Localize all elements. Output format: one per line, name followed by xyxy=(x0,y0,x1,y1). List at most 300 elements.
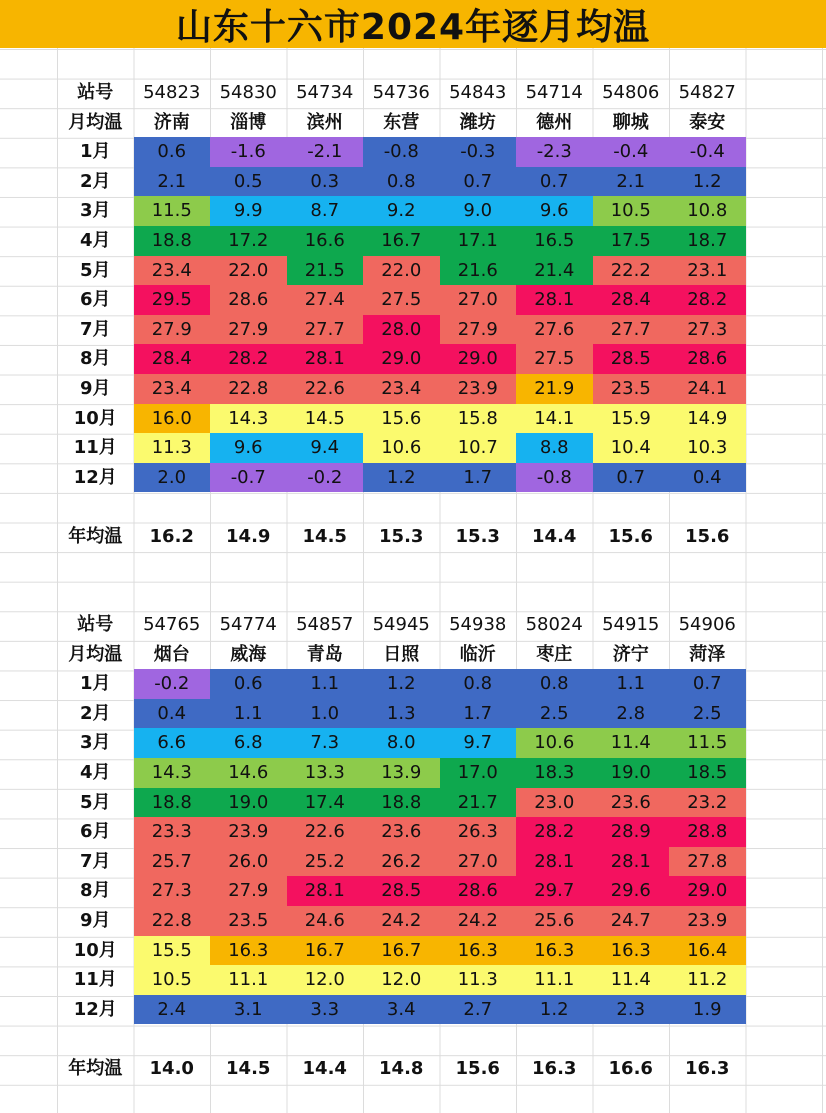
city-name-cell[interactable]: 淄博 xyxy=(230,111,267,133)
temperature-cell[interactable]: -0.2 xyxy=(287,463,364,493)
temperature-cell[interactable]: 28.6 xyxy=(210,285,287,315)
temperature-cell[interactable]: 11.4 xyxy=(593,728,670,758)
temperature-cell[interactable]: 14.3 xyxy=(210,404,287,434)
temperature-cell[interactable]: 23.2 xyxy=(669,788,746,818)
temperature-cell[interactable]: 9.0 xyxy=(440,196,517,226)
row-label-station[interactable]: 站号 xyxy=(77,614,114,635)
temperature-cell[interactable]: -0.3 xyxy=(440,137,517,167)
temperature-cell[interactable]: 9.6 xyxy=(516,196,593,226)
station-code-cell[interactable]: 58024 xyxy=(525,614,583,635)
city-name-cell[interactable]: 济南 xyxy=(153,111,190,133)
temperature-cell[interactable]: 1.1 xyxy=(287,669,364,699)
temperature-cell[interactable]: 8.0 xyxy=(363,728,440,758)
temperature-cell[interactable]: 16.7 xyxy=(287,936,364,966)
temperature-cell[interactable]: 22.6 xyxy=(287,374,364,404)
temperature-cell[interactable]: 2.4 xyxy=(134,995,211,1025)
station-code-cell[interactable]: 54765 xyxy=(143,614,201,635)
temperature-cell[interactable]: 8.7 xyxy=(287,196,364,226)
temperature-cell[interactable]: 17.2 xyxy=(210,226,287,256)
city-name-cell[interactable]: 枣庄 xyxy=(536,643,573,665)
city-name-cell[interactable]: 临沂 xyxy=(459,643,496,665)
temperature-cell[interactable]: 27.3 xyxy=(669,315,746,345)
month-label[interactable]: 11月 xyxy=(73,969,117,991)
temperature-cell[interactable]: 0.7 xyxy=(440,167,517,197)
temperature-cell[interactable]: 9.7 xyxy=(440,728,517,758)
temperature-cell[interactable]: 16.7 xyxy=(363,936,440,966)
temperature-cell[interactable]: 21.7 xyxy=(440,788,517,818)
temperature-cell[interactable]: 27.7 xyxy=(287,315,364,345)
temperature-cell[interactable]: 23.6 xyxy=(593,788,670,818)
temperature-cell[interactable]: 27.9 xyxy=(210,315,287,345)
annual-avg-cell[interactable]: 16.2 xyxy=(149,525,194,547)
annual-avg-cell[interactable]: 15.3 xyxy=(455,525,500,547)
empty-cell[interactable] xyxy=(210,492,287,522)
temperature-cell[interactable]: 19.0 xyxy=(210,788,287,818)
temperature-cell[interactable]: 28.2 xyxy=(516,817,593,847)
temperature-cell[interactable]: 29.0 xyxy=(363,344,440,374)
station-code-cell[interactable]: 54945 xyxy=(372,614,430,635)
temperature-cell[interactable]: 27.9 xyxy=(134,315,211,345)
month-row xyxy=(57,137,746,167)
empty-cell[interactable] xyxy=(669,1024,746,1054)
temperature-cell[interactable]: 28.6 xyxy=(440,876,517,906)
temperature-cell[interactable]: 22.8 xyxy=(210,374,287,404)
month-row xyxy=(57,669,746,699)
temperature-cell[interactable]: 14.3 xyxy=(134,758,211,788)
temperature-cell[interactable]: 29.6 xyxy=(593,876,670,906)
temperature-cell[interactable]: 18.8 xyxy=(134,788,211,818)
temperature-cell[interactable]: 0.5 xyxy=(210,167,287,197)
temperature-cell[interactable]: 11.1 xyxy=(210,965,287,995)
empty-cell[interactable] xyxy=(287,492,364,522)
month-label[interactable]: 6月 xyxy=(79,821,111,843)
annual-avg-cell[interactable]: 16.3 xyxy=(685,1057,730,1079)
temperature-cell[interactable]: 27.4 xyxy=(287,285,364,315)
temperature-cell[interactable]: -2.3 xyxy=(516,137,593,167)
temperature-cell[interactable]: 13.3 xyxy=(287,758,364,788)
temperature-cell[interactable]: 1.2 xyxy=(516,995,593,1025)
temperature-cell[interactable]: 24.7 xyxy=(593,906,670,936)
station-code-cell[interactable]: 54774 xyxy=(219,614,277,635)
temperature-cell[interactable]: 16.6 xyxy=(287,226,364,256)
city-name-cell[interactable]: 聊城 xyxy=(612,111,649,133)
city-name-cell[interactable]: 菏泽 xyxy=(689,643,726,665)
temperature-cell[interactable]: 1.9 xyxy=(669,995,746,1025)
temperature-cell[interactable]: 23.4 xyxy=(134,256,211,286)
annual-avg-cell[interactable]: 16.6 xyxy=(608,1057,653,1079)
temperature-cell[interactable]: 1.1 xyxy=(593,669,670,699)
temperature-cell[interactable]: 0.7 xyxy=(669,669,746,699)
station-code-cell[interactable]: 54736 xyxy=(372,82,430,103)
temperature-cell[interactable]: 6.6 xyxy=(134,728,211,758)
temperature-cell[interactable]: 27.0 xyxy=(440,285,517,315)
station-code-cell[interactable]: 54806 xyxy=(602,82,660,103)
annual-avg-cell[interactable]: 15.6 xyxy=(608,525,653,547)
temperature-cell[interactable]: 11.3 xyxy=(440,965,517,995)
temperature-cell[interactable]: 26.3 xyxy=(440,817,517,847)
temperature-cell[interactable]: 0.4 xyxy=(669,463,746,493)
temperature-cell[interactable]: -0.4 xyxy=(593,137,670,167)
month-label[interactable]: 10月 xyxy=(73,939,117,961)
annual-avg-cell[interactable]: 14.5 xyxy=(302,525,347,547)
temperature-cell[interactable]: 23.0 xyxy=(516,788,593,818)
temperature-cell[interactable]: 10.6 xyxy=(363,433,440,463)
temperature-cell[interactable]: 10.6 xyxy=(516,728,593,758)
city-name-cell[interactable]: 日照 xyxy=(383,643,420,665)
temperature-cell[interactable]: 12.0 xyxy=(287,965,364,995)
temperature-cell[interactable]: 17.4 xyxy=(287,788,364,818)
row-label-annual-avg[interactable]: 年均温 xyxy=(68,525,123,547)
month-label[interactable]: 6月 xyxy=(79,289,111,311)
empty-cell[interactable] xyxy=(287,1024,364,1054)
temperature-cell[interactable]: 21.9 xyxy=(516,374,593,404)
temperature-cell[interactable]: 15.6 xyxy=(363,404,440,434)
temperature-cell[interactable]: 11.5 xyxy=(669,728,746,758)
temperature-cell[interactable]: 21.4 xyxy=(516,256,593,286)
month-label[interactable]: 12月 xyxy=(73,998,117,1020)
temperature-cell[interactable]: 9.2 xyxy=(363,196,440,226)
temperature-cell[interactable]: 2.0 xyxy=(134,463,211,493)
month-label[interactable]: 5月 xyxy=(79,259,111,281)
temperature-cell[interactable]: 28.8 xyxy=(669,817,746,847)
month-label[interactable]: 9月 xyxy=(79,909,111,931)
month-label[interactable]: 12月 xyxy=(73,466,117,488)
month-label[interactable]: 1月 xyxy=(79,141,111,163)
temperature-cell[interactable]: 17.1 xyxy=(440,226,517,256)
temperature-cell[interactable]: 19.0 xyxy=(593,758,670,788)
station-code-cell[interactable]: 54734 xyxy=(296,82,354,103)
temperature-cell[interactable]: 29.0 xyxy=(669,876,746,906)
annual-avg-cell[interactable]: 14.5 xyxy=(226,1057,271,1079)
month-label[interactable]: 4月 xyxy=(79,761,111,783)
city-name-cell[interactable]: 东营 xyxy=(383,111,420,133)
temperature-cell[interactable]: 2.1 xyxy=(593,167,670,197)
temperature-cell[interactable]: 16.5 xyxy=(516,226,593,256)
temperature-cell[interactable]: 1.1 xyxy=(210,699,287,729)
temperature-cell[interactable]: 24.1 xyxy=(669,374,746,404)
temperature-cell[interactable]: 17.5 xyxy=(593,226,670,256)
temperature-cell[interactable]: 3.4 xyxy=(363,995,440,1025)
temperature-cell[interactable]: 28.2 xyxy=(669,285,746,315)
month-label[interactable]: 11月 xyxy=(73,437,117,459)
temperature-cell[interactable]: 14.1 xyxy=(516,404,593,434)
temperature-cell[interactable]: 9.6 xyxy=(210,433,287,463)
station-code-cell[interactable]: 54714 xyxy=(525,82,583,103)
empty-cell[interactable] xyxy=(516,1024,593,1054)
temperature-cell[interactable]: 2.1 xyxy=(134,167,211,197)
temperature-cell[interactable]: 22.2 xyxy=(593,256,670,286)
empty-cell[interactable] xyxy=(593,1024,670,1054)
city-name-cell[interactable]: 德州 xyxy=(536,111,573,133)
temperature-cell[interactable]: 2.8 xyxy=(593,699,670,729)
temperature-cell[interactable]: 23.6 xyxy=(363,817,440,847)
month-label[interactable]: 1月 xyxy=(79,673,111,695)
temperature-cell[interactable]: 27.5 xyxy=(516,344,593,374)
temperature-cell[interactable]: 27.5 xyxy=(363,285,440,315)
month-label[interactable]: 9月 xyxy=(79,377,111,399)
temperature-cell[interactable]: 11.5 xyxy=(134,196,211,226)
temperature-cell[interactable]: 13.9 xyxy=(363,758,440,788)
temperature-cell[interactable]: 29.7 xyxy=(516,876,593,906)
temperature-cell[interactable]: 18.3 xyxy=(516,758,593,788)
month-label[interactable]: 7月 xyxy=(79,850,111,872)
temperature-cell[interactable]: 3.3 xyxy=(287,995,364,1025)
temperature-cell[interactable]: -1.6 xyxy=(210,137,287,167)
temperature-cell[interactable]: 25.2 xyxy=(287,847,364,877)
month-label[interactable]: 8月 xyxy=(79,348,111,370)
station-code-cell[interactable]: 54915 xyxy=(602,614,660,635)
temperature-cell[interactable]: 17.0 xyxy=(440,758,517,788)
temperature-cell[interactable]: 18.8 xyxy=(363,788,440,818)
temperature-cell[interactable]: 23.9 xyxy=(440,374,517,404)
temperature-cell[interactable]: 8.8 xyxy=(516,433,593,463)
temperature-cell[interactable]: 10.3 xyxy=(669,433,746,463)
temperature-cell[interactable]: 25.7 xyxy=(134,847,211,877)
temperature-cell[interactable]: 16.3 xyxy=(210,936,287,966)
temperature-cell[interactable]: -2.1 xyxy=(287,137,364,167)
temperature-cell[interactable]: -0.2 xyxy=(134,669,211,699)
temperature-cell[interactable]: 28.1 xyxy=(593,847,670,877)
temperature-cell[interactable]: 22.6 xyxy=(287,817,364,847)
temperature-cell[interactable]: 10.5 xyxy=(593,196,670,226)
month-label[interactable]: 2月 xyxy=(79,170,111,192)
empty-cell[interactable] xyxy=(134,1024,211,1054)
annual-avg-cell[interactable]: 15.6 xyxy=(685,525,730,547)
station-code-cell[interactable]: 54827 xyxy=(678,82,736,103)
temperature-cell[interactable]: 6.8 xyxy=(210,728,287,758)
station-code-cell[interactable]: 54830 xyxy=(219,82,277,103)
empty-cell[interactable] xyxy=(363,1024,440,1054)
month-label[interactable]: 3月 xyxy=(79,732,111,754)
temperature-cell[interactable]: 2.5 xyxy=(516,699,593,729)
temperature-cell[interactable]: 16.3 xyxy=(593,936,670,966)
temperature-cell[interactable]: 0.7 xyxy=(516,167,593,197)
annual-avg-cell[interactable]: 15.6 xyxy=(455,1057,500,1079)
temperature-cell[interactable]: 1.2 xyxy=(363,463,440,493)
temperature-cell[interactable]: 22.0 xyxy=(363,256,440,286)
temperature-cell[interactable]: -0.8 xyxy=(516,463,593,493)
annual-avg-cell[interactable]: 14.4 xyxy=(532,525,577,547)
city-name-cell[interactable]: 威海 xyxy=(230,643,267,665)
temperature-cell[interactable]: 23.3 xyxy=(134,817,211,847)
empty-cell[interactable] xyxy=(363,492,440,522)
city-name-cell[interactable]: 泰安 xyxy=(689,111,726,133)
temperature-cell[interactable]: 1.3 xyxy=(363,699,440,729)
temperature-cell[interactable]: 0.6 xyxy=(210,669,287,699)
temperature-cell[interactable]: 28.1 xyxy=(287,344,364,374)
temperature-cell[interactable]: 16.3 xyxy=(516,936,593,966)
month-row xyxy=(57,995,746,1025)
city-name-cell[interactable]: 济宁 xyxy=(612,643,649,665)
temperature-cell[interactable]: 27.9 xyxy=(440,315,517,345)
month-row xyxy=(57,167,746,197)
temperature-cell[interactable]: -0.7 xyxy=(210,463,287,493)
temperature-cell[interactable]: 9.9 xyxy=(210,196,287,226)
temperature-cell[interactable]: 27.9 xyxy=(210,876,287,906)
city-name-row xyxy=(57,640,746,670)
temperature-cell[interactable]: 0.8 xyxy=(440,669,517,699)
empty-cell[interactable] xyxy=(669,492,746,522)
empty-cell[interactable] xyxy=(210,1024,287,1054)
temperature-cell[interactable]: 18.8 xyxy=(134,226,211,256)
temperature-cell[interactable]: 23.9 xyxy=(669,906,746,936)
month-label[interactable]: 5月 xyxy=(79,791,111,813)
month-label[interactable]: 4月 xyxy=(79,229,111,251)
temperature-cell[interactable]: 28.1 xyxy=(516,847,593,877)
temperature-cell[interactable]: 1.2 xyxy=(363,669,440,699)
city-name-cell[interactable]: 潍坊 xyxy=(459,111,496,133)
temperature-cell[interactable]: 2.3 xyxy=(593,995,670,1025)
station-code-cell[interactable]: 54906 xyxy=(678,614,736,635)
temperature-cell[interactable]: 23.9 xyxy=(210,817,287,847)
temperature-cell[interactable]: 27.8 xyxy=(669,847,746,877)
temperature-cell[interactable]: 29.5 xyxy=(134,285,211,315)
temperature-cell[interactable]: 12.0 xyxy=(363,965,440,995)
temperature-cell[interactable]: 28.2 xyxy=(210,344,287,374)
temperature-cell[interactable]: 0.8 xyxy=(516,669,593,699)
city-name-cell[interactable]: 烟台 xyxy=(153,643,190,665)
temperature-cell[interactable]: 10.4 xyxy=(593,433,670,463)
month-label[interactable]: 3月 xyxy=(79,200,111,222)
temperature-cell[interactable]: 2.5 xyxy=(669,699,746,729)
temperature-cell[interactable]: 0.4 xyxy=(134,699,211,729)
temperature-cell[interactable]: 28.1 xyxy=(516,285,593,315)
temperature-cell[interactable]: 23.1 xyxy=(669,256,746,286)
temperature-cell[interactable]: 27.0 xyxy=(440,847,517,877)
annual-avg-cell[interactable]: 14.9 xyxy=(226,525,271,547)
temperature-cell[interactable]: 18.5 xyxy=(669,758,746,788)
temperature-cell[interactable]: 15.9 xyxy=(593,404,670,434)
temperature-cell[interactable]: 22.8 xyxy=(134,906,211,936)
temperature-cell[interactable]: -0.8 xyxy=(363,137,440,167)
temperature-cell[interactable]: 25.6 xyxy=(516,906,593,936)
temperature-cell[interactable]: 2.7 xyxy=(440,995,517,1025)
temperature-cell[interactable]: 16.7 xyxy=(363,226,440,256)
temperature-cell[interactable]: 23.5 xyxy=(210,906,287,936)
temperature-cell[interactable]: 22.0 xyxy=(210,256,287,286)
temperature-cell[interactable]: -0.4 xyxy=(669,137,746,167)
temperature-cell[interactable]: 27.7 xyxy=(593,315,670,345)
temperature-cell[interactable]: 7.3 xyxy=(287,728,364,758)
city-name-cell[interactable]: 青岛 xyxy=(306,643,343,665)
temperature-cell[interactable]: 16.3 xyxy=(440,936,517,966)
temperature-cell[interactable]: 27.3 xyxy=(134,876,211,906)
month-label[interactable]: 8月 xyxy=(79,880,111,902)
annual-avg-cell[interactable]: 14.8 xyxy=(379,1057,424,1079)
temperature-cell[interactable]: 10.7 xyxy=(440,433,517,463)
temperature-cell[interactable]: 28.1 xyxy=(287,876,364,906)
temperature-cell[interactable]: 11.4 xyxy=(593,965,670,995)
temperature-cell[interactable]: 24.2 xyxy=(440,906,517,936)
city-name-cell[interactable]: 滨州 xyxy=(306,111,343,133)
row-label-station[interactable]: 站号 xyxy=(77,82,114,103)
empty-cell[interactable] xyxy=(440,492,517,522)
temperature-cell[interactable]: 0.7 xyxy=(593,463,670,493)
temperature-cell[interactable]: 16.4 xyxy=(669,936,746,966)
month-row xyxy=(57,256,746,286)
temperature-cell[interactable]: 11.1 xyxy=(516,965,593,995)
empty-cell[interactable] xyxy=(57,492,134,522)
temperature-cell[interactable]: 10.8 xyxy=(669,196,746,226)
temperature-table-north xyxy=(57,78,746,552)
temperature-cell[interactable]: 28.6 xyxy=(669,344,746,374)
temperature-cell[interactable]: 9.4 xyxy=(287,433,364,463)
temperature-cell[interactable]: 24.6 xyxy=(287,906,364,936)
temperature-cell[interactable]: 23.5 xyxy=(593,374,670,404)
temperature-cell[interactable]: 1.0 xyxy=(287,699,364,729)
temperature-cell[interactable]: 11.2 xyxy=(669,965,746,995)
temperature-cell[interactable]: 23.4 xyxy=(134,374,211,404)
annual-avg-cell[interactable]: 15.3 xyxy=(379,525,424,547)
temperature-cell[interactable]: 11.3 xyxy=(134,433,211,463)
empty-cell[interactable] xyxy=(134,492,211,522)
station-code-cell[interactable]: 54857 xyxy=(296,614,354,635)
temperature-cell[interactable]: 1.7 xyxy=(440,699,517,729)
temperature-cell[interactable]: 24.2 xyxy=(363,906,440,936)
month-label[interactable]: 7月 xyxy=(79,318,111,340)
temperature-cell[interactable]: 1.2 xyxy=(669,167,746,197)
month-label[interactable]: 10月 xyxy=(73,407,117,429)
page-title: 山东十六市2024年逐月均温 xyxy=(0,0,826,48)
month-label[interactable]: 2月 xyxy=(79,702,111,724)
temperature-cell[interactable]: 0.3 xyxy=(287,167,364,197)
station-code-cell[interactable]: 54843 xyxy=(449,82,507,103)
row-label-annual-avg[interactable]: 年均温 xyxy=(68,1057,123,1079)
empty-cell[interactable] xyxy=(516,492,593,522)
temperature-cell[interactable]: 10.5 xyxy=(134,965,211,995)
temperature-cell[interactable]: 23.4 xyxy=(363,374,440,404)
temperature-cell[interactable]: 16.0 xyxy=(134,404,211,434)
temperature-cell[interactable]: 3.1 xyxy=(210,995,287,1025)
temperature-cell[interactable]: 28.4 xyxy=(593,285,670,315)
temperature-cell[interactable]: 21.6 xyxy=(440,256,517,286)
temperature-cell[interactable]: 28.0 xyxy=(363,315,440,345)
row-label-monthly-avg[interactable]: 月均温 xyxy=(68,643,123,665)
empty-cell[interactable] xyxy=(593,492,670,522)
temperature-cell[interactable]: 0.8 xyxy=(363,167,440,197)
annual-avg-cell[interactable]: 16.3 xyxy=(532,1057,577,1079)
temperature-cell[interactable]: 14.5 xyxy=(287,404,364,434)
temperature-cell[interactable]: 28.5 xyxy=(593,344,670,374)
temperature-cell[interactable]: 1.7 xyxy=(440,463,517,493)
empty-cell[interactable] xyxy=(57,1024,134,1054)
blank-row xyxy=(57,492,746,522)
month-row xyxy=(57,699,746,729)
temperature-cell[interactable]: 0.6 xyxy=(134,137,211,167)
temperature-cell[interactable]: 27.6 xyxy=(516,315,593,345)
temperature-cell[interactable]: 15.8 xyxy=(440,404,517,434)
temperature-cell[interactable]: 14.9 xyxy=(669,404,746,434)
station-code-cell[interactable]: 54823 xyxy=(143,82,201,103)
annual-avg-row xyxy=(57,522,746,552)
station-code-cell[interactable]: 54938 xyxy=(449,614,507,635)
temperature-cell[interactable]: 18.7 xyxy=(669,226,746,256)
temperature-cell[interactable]: 29.0 xyxy=(440,344,517,374)
temperature-cell[interactable]: 28.5 xyxy=(363,876,440,906)
annual-avg-cell[interactable]: 14.0 xyxy=(149,1057,194,1079)
station-code-row xyxy=(57,610,746,640)
row-label-monthly-avg[interactable]: 月均温 xyxy=(68,111,123,133)
temperature-cell[interactable]: 28.9 xyxy=(593,817,670,847)
temperature-cell[interactable]: 28.4 xyxy=(134,344,211,374)
annual-avg-cell[interactable]: 14.4 xyxy=(302,1057,347,1079)
temperature-cell[interactable]: 26.2 xyxy=(363,847,440,877)
empty-cell[interactable] xyxy=(440,1024,517,1054)
temperature-cell[interactable]: 14.6 xyxy=(210,758,287,788)
temperature-cell[interactable]: 26.0 xyxy=(210,847,287,877)
temperature-cell[interactable]: 15.5 xyxy=(134,936,211,966)
temperature-cell[interactable]: 21.5 xyxy=(287,256,364,286)
